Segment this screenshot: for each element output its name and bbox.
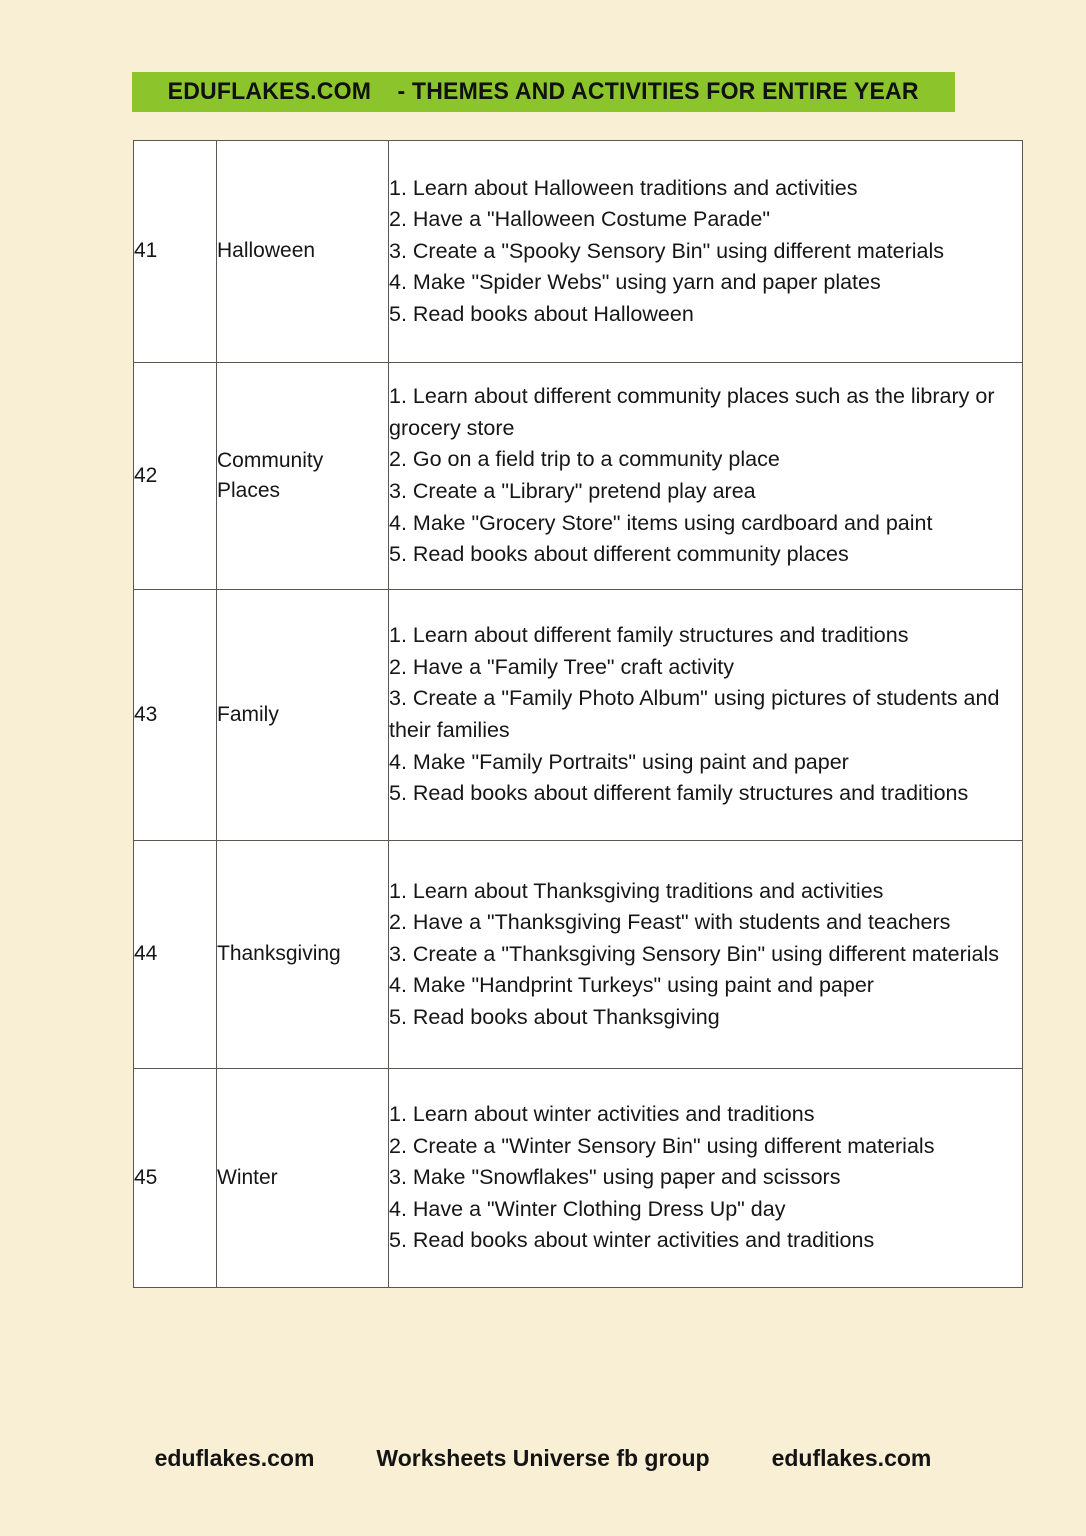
activity-item: 4. Make "Spider Webs" using yarn and paper plates xyxy=(389,270,881,295)
row-number-cell: 41 xyxy=(134,141,217,363)
activity-item: 1. Learn about Thanksgiving traditions and activities xyxy=(389,878,884,903)
row-theme-cell: Thanksgiving xyxy=(217,841,389,1069)
footer-center-group: Worksheets Universe fb group xyxy=(376,1444,710,1471)
table-row xyxy=(134,363,1023,590)
row-number-cell: 45 xyxy=(134,1069,217,1288)
activity-item: 4. Make "Grocery Store" items using cardboard and paint xyxy=(389,510,933,535)
row-theme-cell: Winter xyxy=(217,1069,389,1288)
activity-item: 5. Read books about different community places xyxy=(389,542,849,567)
table-row xyxy=(134,1069,1023,1288)
table-row xyxy=(134,841,1023,1069)
row-theme-cell: Family xyxy=(217,590,389,841)
table-row xyxy=(134,141,1023,363)
activity-item: 2. Have a "Halloween Costume Parade" xyxy=(389,207,770,232)
footer-left-brand: eduflakes.com xyxy=(154,1444,315,1471)
activity-item: 5. Read books about winter activities and traditions xyxy=(389,1228,875,1253)
activities-list xyxy=(389,173,1022,331)
table-body xyxy=(134,141,1023,1288)
activities-list xyxy=(389,1099,1022,1257)
footer-right-brand: eduflakes.com xyxy=(771,1444,932,1471)
activity-item: 3. Create a "Library" pretend play area xyxy=(389,479,756,503)
activity-item: 4. Make "Handprint Turkeys" using paint and paper xyxy=(389,973,874,998)
activity-item: 5. Read books about different family structures and traditions xyxy=(389,781,969,806)
activity-item: 2. Go on a field trip to a community place xyxy=(389,447,780,472)
activity-item: 2. Create a "Winter Sensory Bin" using different materials xyxy=(389,1133,935,1158)
row-activities-cell xyxy=(389,841,1023,1069)
row-activities-cell xyxy=(389,590,1023,841)
row-activities-cell xyxy=(389,363,1023,590)
activity-item: 3. Create a "Thanksgiving Sensory Bin" using different materials xyxy=(389,941,1000,966)
activity-item: 3. Make "Snowflakes" using paper and scissors xyxy=(389,1165,841,1190)
row-theme-cell: Halloween xyxy=(217,141,389,363)
activity-item: 2. Have a "Thanksgiving Feast" with students and teachers xyxy=(389,910,951,935)
activity-item: 3. Create a "Spooky Sensory Bin" using different materials xyxy=(389,238,945,263)
activity-item: 2. Have a "Family Tree" craft activity xyxy=(389,654,735,679)
activity-item: 1. Learn about winter activities and traditions xyxy=(389,1102,815,1127)
header-banner xyxy=(132,72,955,112)
table-row xyxy=(134,590,1023,841)
row-theme-cell: Community Places xyxy=(217,363,389,590)
activity-item: 5. Read books about Halloween xyxy=(389,301,694,326)
activities-list xyxy=(389,620,1022,810)
activity-item: 3. Create a "Family Photo Album" using pictures of students and their families xyxy=(389,686,1000,742)
page-footer xyxy=(0,1440,1086,1476)
row-number-cell: 44 xyxy=(134,841,217,1069)
themes-activities-table xyxy=(133,140,1023,1288)
row-activities-cell xyxy=(389,1069,1023,1288)
row-activities-cell xyxy=(389,141,1023,363)
activities-list xyxy=(389,876,1022,1034)
activity-item: 5. Read books about Thanksgiving xyxy=(389,1004,720,1029)
activity-item: 4. Have a "Winter Clothing Dress Up" day xyxy=(389,1196,786,1221)
row-number-cell: 42 xyxy=(134,363,217,590)
row-number-cell: 43 xyxy=(134,590,217,841)
activity-item: 1. Learn about different community places such as the library or grocery store xyxy=(389,384,995,440)
activity-item: 4. Make "Family Portraits" using paint and paper xyxy=(389,749,849,774)
activities-list xyxy=(389,381,1022,571)
header-banner-title: EDUFLAKES.COM - THEMES AND ACTIVITIES FOR ENTIRE YEAR xyxy=(167,78,920,105)
activity-item: 1. Learn about Halloween traditions and activities xyxy=(389,175,858,200)
activity-item: 1. Learn about different family structures and traditions xyxy=(389,623,909,648)
